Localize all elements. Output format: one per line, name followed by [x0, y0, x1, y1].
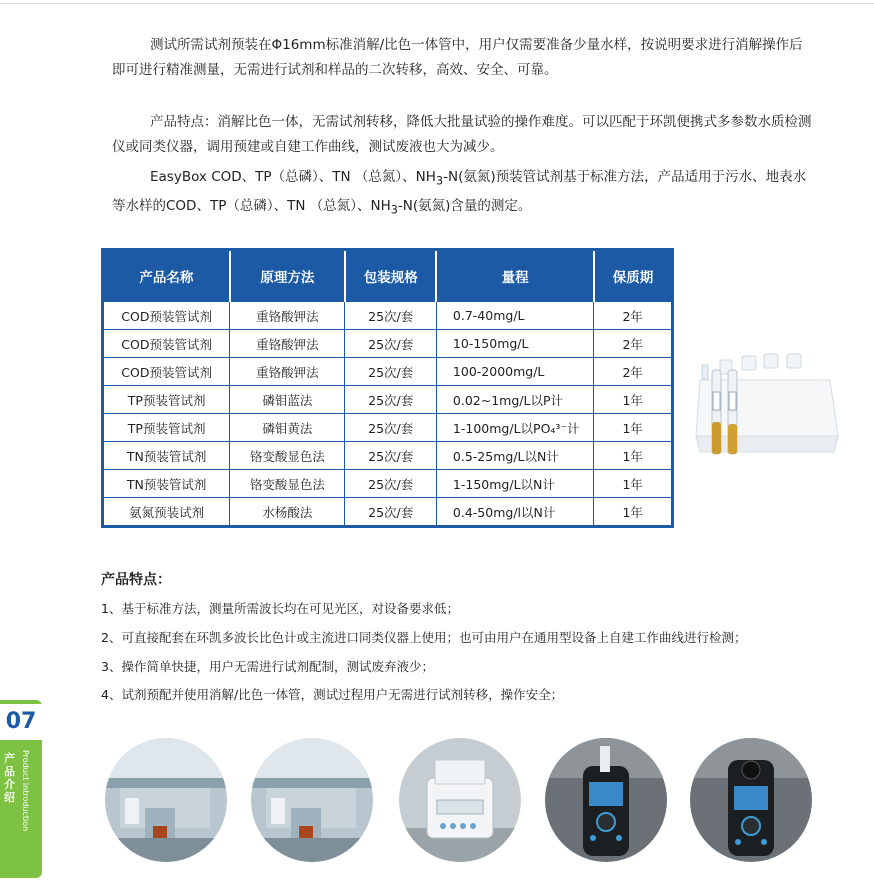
cell-method: 重铬酸钾法 [230, 302, 345, 330]
feature-item: 3、操作简单快捷，用户无需进行试剂配制，测试废弃液少； [101, 658, 434, 674]
cell-shelf: 1年 [594, 442, 673, 470]
cell-range: 10-150mg/L [436, 330, 594, 358]
handheld-colorimeter-photo [690, 738, 812, 862]
cell-pack: 25次/套 [345, 386, 436, 414]
cell-range: 0.02~1mg/L以P计 [436, 386, 594, 414]
cell-name: TN预装管试剂 [103, 470, 230, 498]
table-row [103, 302, 673, 330]
cell-name: TP预装管试剂 [103, 386, 230, 414]
cell-method: 磷钼黄法 [230, 414, 345, 442]
side-label: 产品介绍 [4, 752, 15, 804]
feature-item: 4、试剂预配并使用消解/比色一体管，测试过程用户无需进行试剂转移，操作安全； [101, 687, 564, 703]
cell-pack: 25次/套 [345, 358, 436, 386]
table-header-row [103, 250, 673, 302]
cell-shelf: 1年 [594, 386, 673, 414]
photo-strip [105, 738, 665, 868]
intro-paragraph-1: 测试所需试剂预装在Φ16mm标准消解/比色一体管中，用户仅需要准备少量水样，按说明要求进行消解操作后即可进行精准测量，无需进行试剂和样品的二次转移，高效、安全、可靠。 [112, 37, 803, 78]
cell-pack: 25次/套 [345, 414, 436, 442]
cell-range: 0.7-40mg/L [436, 302, 594, 330]
handheld-colorimeter-photo [545, 738, 667, 862]
cell-pack: 25次/套 [345, 330, 436, 358]
cell-method: 铬变酸显色法 [230, 470, 345, 498]
header-range: 量程 [436, 250, 594, 302]
intro-p3-sub1: 3 [435, 174, 444, 188]
lab-bench-photo [251, 738, 373, 862]
cell-shelf: 1年 [594, 414, 673, 442]
cell-shelf: 2年 [594, 358, 673, 386]
header-pack: 包装规格 [345, 250, 436, 302]
header-method: 原理方法 [230, 250, 345, 302]
spec-table [101, 248, 674, 528]
table-row [103, 330, 673, 358]
features-list [101, 595, 746, 710]
cell-name: COD预装管试剂 [103, 358, 230, 386]
digestion-heater-photo [399, 738, 521, 862]
table-row [103, 386, 673, 414]
table-row [103, 470, 673, 498]
top-rule [0, 3, 874, 4]
intro-p3-sub2: 3 [390, 203, 398, 217]
cell-range: 1-150mg/L以N计 [436, 470, 594, 498]
cell-pack: 25次/套 [345, 302, 436, 330]
table-row [103, 414, 673, 442]
lab-bench-photo [105, 738, 227, 862]
cell-pack: 25次/套 [345, 470, 436, 498]
cell-method: 水杨酸法 [230, 498, 345, 527]
cell-name: TN预装管试剂 [103, 442, 230, 470]
cell-name: COD预装管试剂 [103, 302, 230, 330]
intro-paragraph-3 [112, 165, 812, 222]
feature-item: 1、基于标准方法，测量所需波长均在可见光区，对设备要求低； [101, 601, 459, 616]
intro-p3-b: -N(氨氮)预装管试剂基于标准方法，产品适用于污水、地表水等水样的COD、TP（总磷）、TN （总氮）、NH [112, 169, 807, 214]
cell-shelf: 2年 [594, 302, 673, 330]
cell-range: 100-2000mg/L [436, 358, 594, 386]
cell-shelf: 1年 [594, 498, 673, 527]
cell-pack: 25次/套 [345, 442, 436, 470]
intro-p3-a: EasyBox COD、TP（总磷）、TN （总氮）、NH [150, 169, 436, 185]
cell-range: 0.4-50mg/l以N计 [436, 498, 594, 527]
header-name: 产品名称 [103, 250, 230, 302]
cell-range: 1-100mg/L以PO₄³⁻计 [436, 414, 594, 442]
side-label-en: Product introduction [21, 750, 30, 832]
cell-method: 重铬酸钾法 [230, 330, 345, 358]
cell-pack: 25次/套 [345, 498, 436, 527]
feature-item: 2、可直接配套在环凯多波长比色计或主流进口同类仪器上使用；也可由用户在通用型设备上自建工作曲线进行检测； [101, 629, 747, 645]
table-row [103, 358, 673, 386]
intro-paragraph-2: 产品特点：消解比色一体，无需试剂转移，降低大批量试验的操作难度。可以匹配于环凯便携式多参数水质检测仪或同类仪器，调用预建或自建工作曲线，测试废液也大为减少。 [112, 114, 812, 155]
table-row [103, 442, 673, 470]
cell-method: 铬变酸显色法 [230, 442, 345, 470]
cell-name: COD预装管试剂 [103, 330, 230, 358]
cell-name: 氨氮预装试剂 [103, 498, 230, 527]
table-row [103, 498, 673, 527]
cell-method: 磷钼蓝法 [230, 386, 345, 414]
reagent-box-image [692, 340, 842, 460]
cell-shelf: 2年 [594, 330, 673, 358]
intro-p3-c: -N(氨氮)含量的测定。 [397, 197, 532, 214]
page-number: 07 [0, 704, 42, 740]
cell-method: 重铬酸钾法 [230, 358, 345, 386]
features-title: 产品特点： [101, 572, 171, 588]
cell-range: 0.5-25mg/L以N计 [436, 442, 594, 470]
header-shelf: 保质期 [594, 250, 673, 302]
cell-name: TP预装管试剂 [103, 414, 230, 442]
cell-shelf: 1年 [594, 470, 673, 498]
